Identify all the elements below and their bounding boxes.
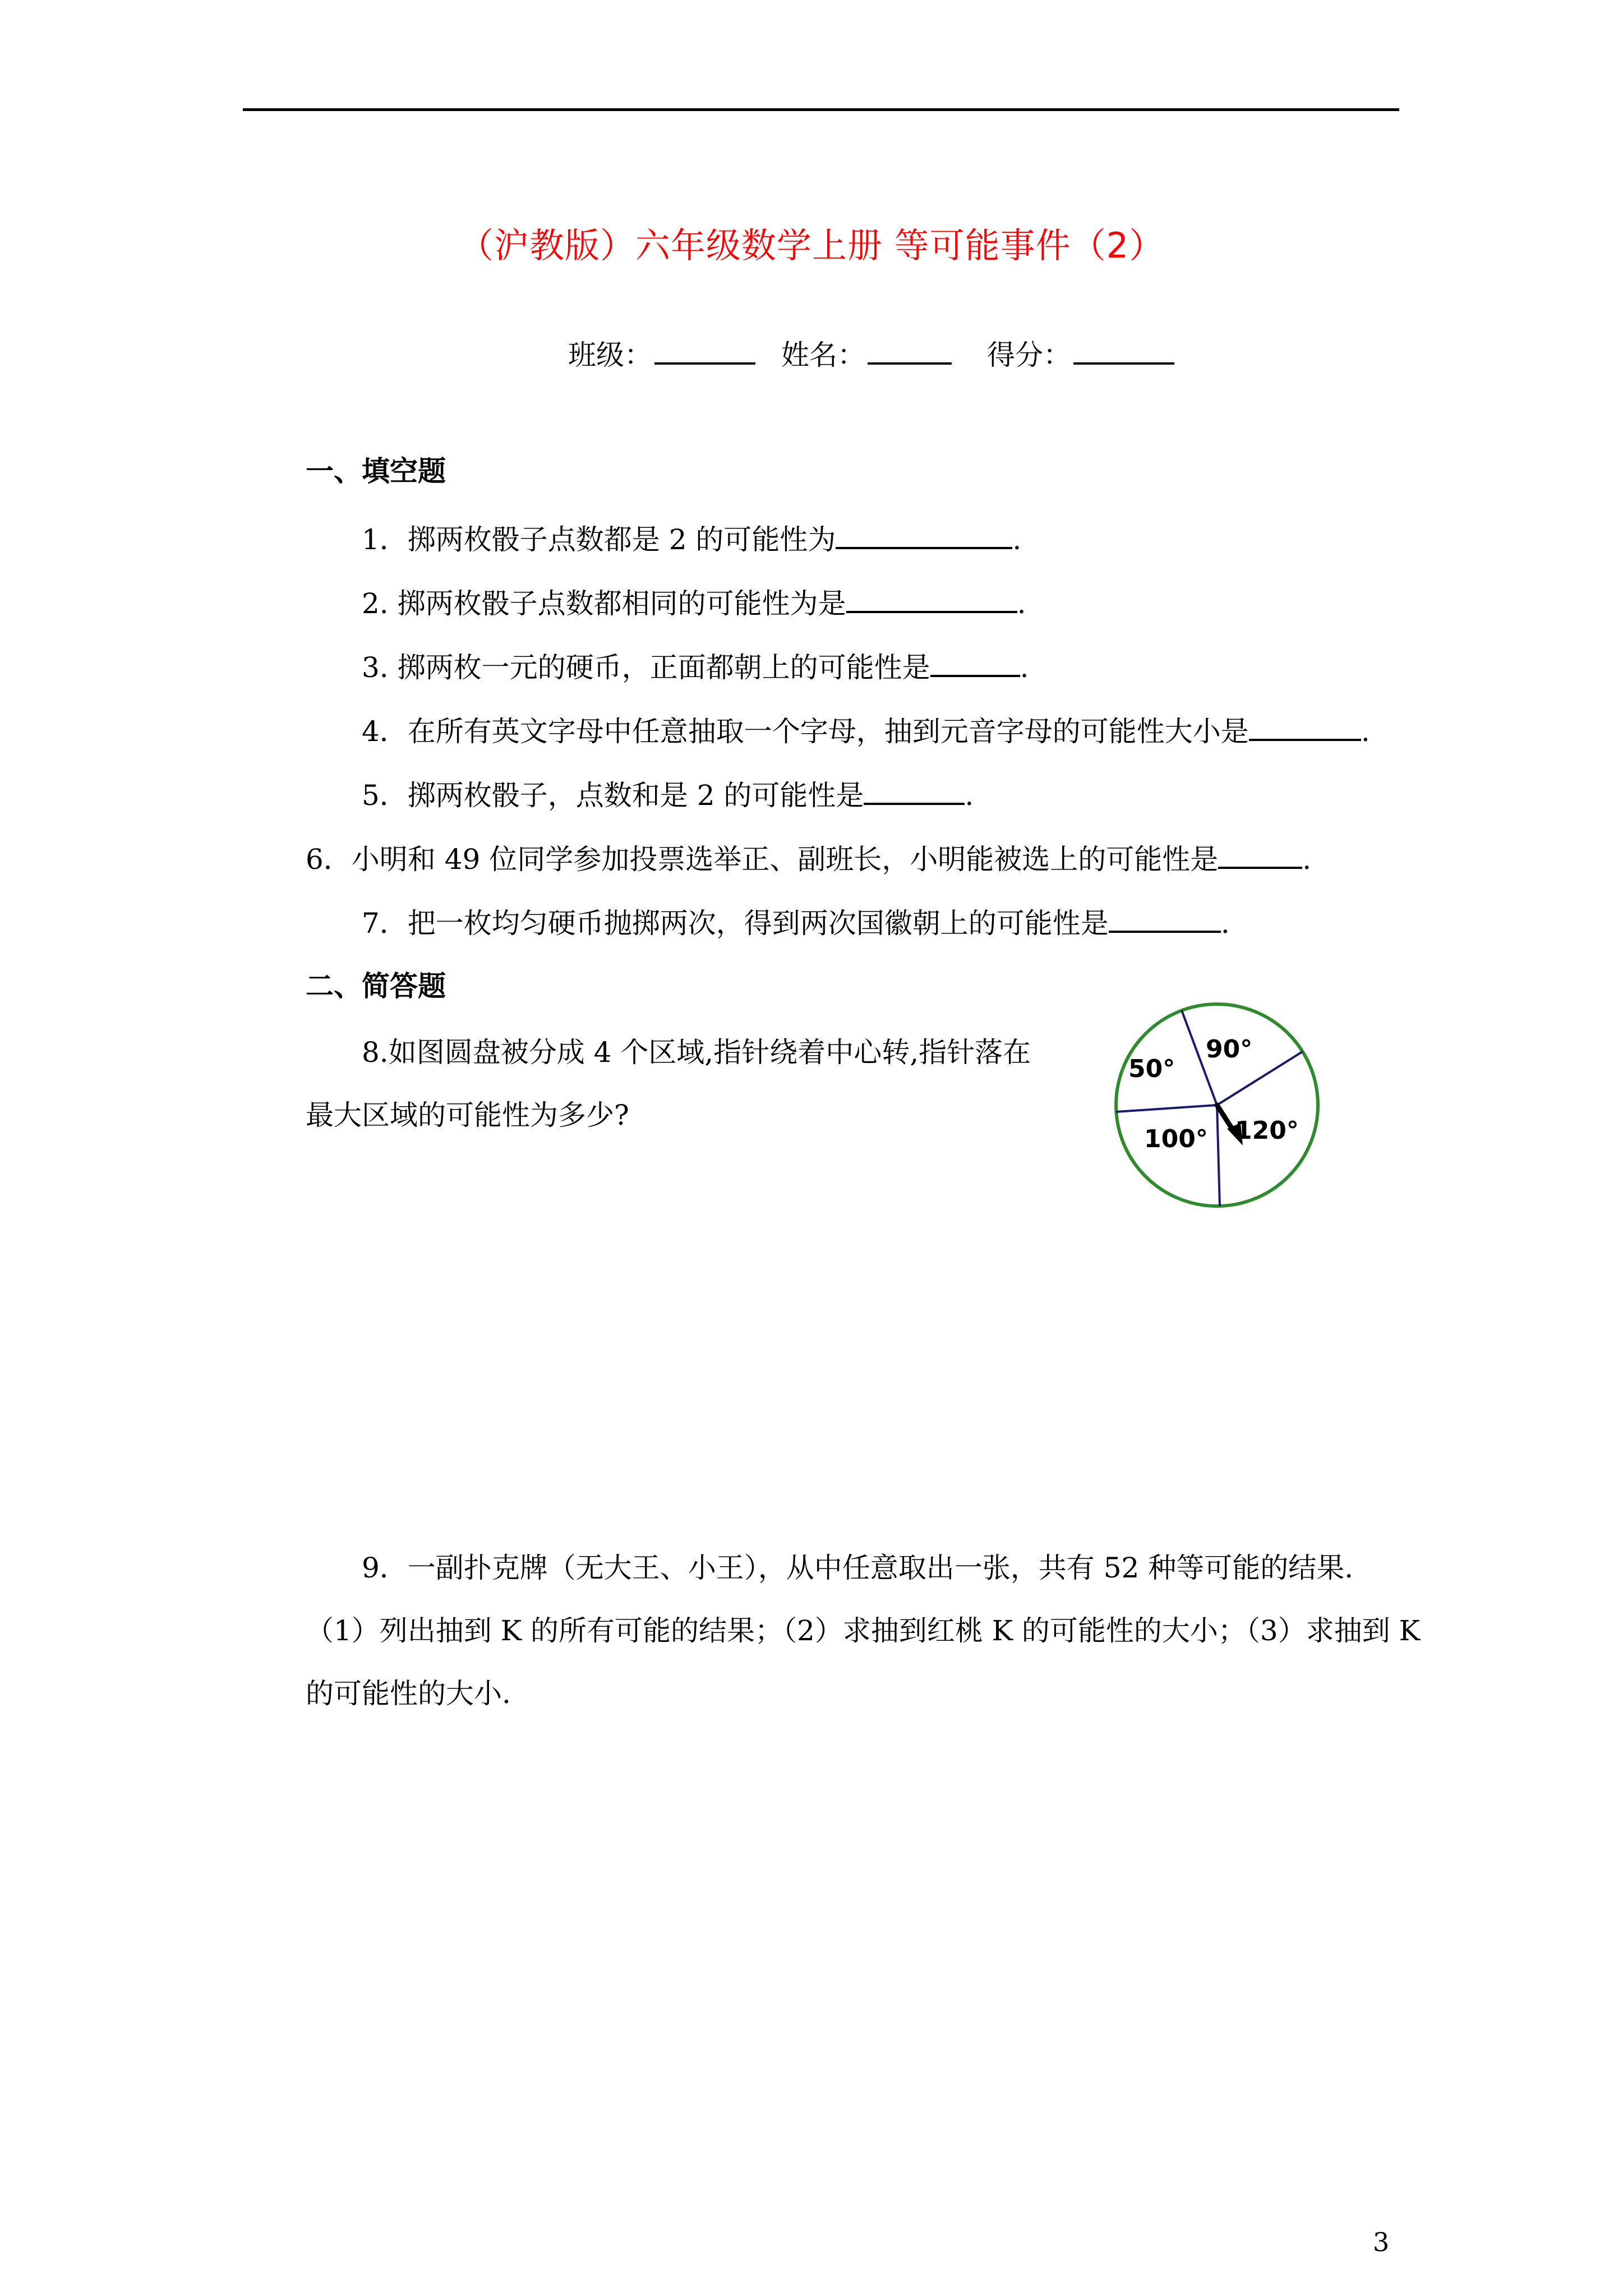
question-4-text: 4．在所有英文字母中任意抽取一个字母，抽到元音字母的可能性大小是 [362, 715, 1249, 748]
question-1 [362, 517, 1021, 558]
question-5-text: 5．掷两枚骰子，点数和是 2 的可能性是 [362, 779, 864, 812]
period: . [1361, 715, 1370, 748]
name-field [781, 333, 952, 373]
answer-blank[interactable] [1249, 713, 1361, 741]
answer-blank[interactable] [1218, 841, 1302, 869]
question-3 [362, 645, 1029, 685]
class-blank[interactable] [654, 335, 755, 365]
class-label: 班级： [568, 339, 652, 371]
question-6 [306, 837, 1311, 877]
period: . [1020, 651, 1029, 684]
period: . [1220, 907, 1230, 940]
question-5 [362, 773, 974, 813]
name-label: 姓名： [781, 339, 865, 371]
label-50: 50° [1128, 1055, 1175, 1083]
score-field [987, 333, 1174, 373]
question-2 [362, 581, 1026, 622]
question-9-line-1: 9．一副扑克牌（无大王、小王），从中任意取出一张，共有 52 种等可能的结果. [362, 1552, 1354, 1584]
label-90: 90° [1206, 1035, 1253, 1064]
period: . [1017, 587, 1026, 620]
answer-blank[interactable] [864, 777, 965, 805]
question-8-line-2: 最大区域的可能性为多少? [306, 1099, 629, 1131]
score-label: 得分： [987, 339, 1071, 371]
label-120: 120° [1235, 1116, 1299, 1145]
period: . [965, 779, 974, 812]
question-7-text: 7．把一枚均匀硬币抛掷两次，得到两次国徽朝上的可能性是 [362, 907, 1109, 940]
label-100: 100° [1144, 1125, 1208, 1153]
section-heading-fill-blank: 一、填空题 [306, 454, 446, 487]
answer-blank[interactable] [930, 649, 1020, 677]
page-title: （沪教版）六年级数学上册 等可能事件（2） [458, 225, 1165, 266]
answer-blank[interactable] [836, 521, 1012, 549]
question-9-line-3: 的可能性的大小. [306, 1677, 511, 1710]
question-6-text: 6．小明和 49 位同学参加投票选举正、副班长，小明能被选上的可能性是 [306, 843, 1219, 876]
answer-blank[interactable] [846, 585, 1017, 613]
question-4 [362, 709, 1370, 749]
period: . [1012, 523, 1022, 556]
header-rule [243, 108, 1399, 111]
name-blank[interactable] [868, 335, 952, 365]
section-heading-short-answer: 二、简答题 [306, 969, 446, 1002]
question-3-text: 3. 掷两枚一元的硬币，正面都朝上的可能性是 [362, 651, 930, 684]
question-2-text: 2. 掷两枚骰子点数都相同的可能性为是 [362, 587, 846, 620]
page-number: 3 [1373, 2227, 1390, 2257]
question-1-text: 1．掷两枚骰子点数都是 2 的可能性为 [362, 523, 836, 556]
question-9-line-2: （1）列出抽到 K 的所有可能的结果；（2）求抽到红桃 K 的可能性的大小；（3）求抽到 K [306, 1614, 1420, 1647]
question-7 [362, 901, 1230, 941]
question-8-line-1: 8.如图圆盘被分成 4 个区域,指针绕着中心转,指针落在 [362, 1036, 1031, 1069]
score-blank[interactable] [1073, 335, 1174, 365]
spinner-diagram [1110, 999, 1324, 1212]
class-field [568, 333, 755, 373]
period: . [1302, 843, 1312, 876]
answer-blank[interactable] [1109, 905, 1221, 933]
